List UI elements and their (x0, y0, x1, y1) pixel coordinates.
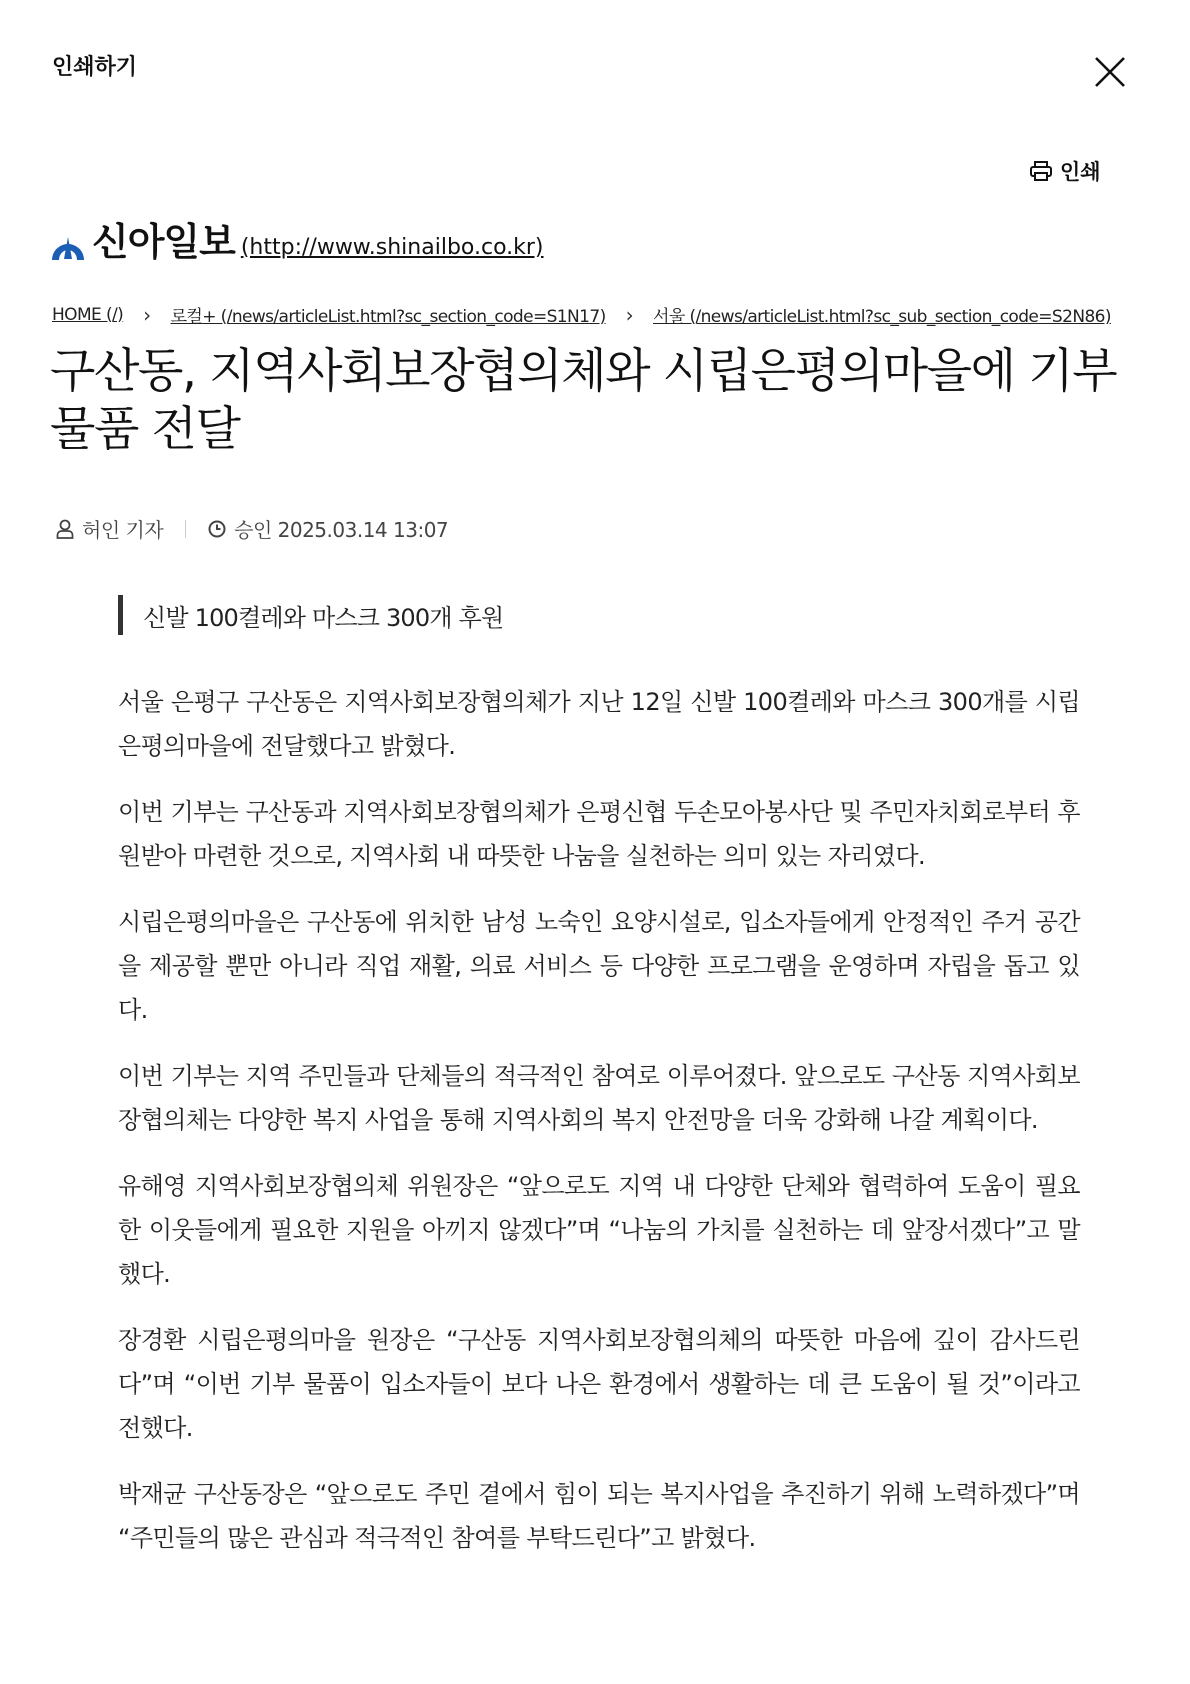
meta-divider (185, 520, 186, 538)
breadcrumb (52, 302, 1111, 327)
article-headline: 구산동, 지역사회보장협의체와 시립은평의마을에 기부 물품 전달 (50, 344, 1117, 457)
reporter-name: 허인 기자 (82, 518, 164, 542)
article-meta (56, 514, 448, 543)
user-icon (56, 519, 74, 539)
site-url-link[interactable]: (http://www.shinailbo.co.kr) (240, 235, 544, 260)
print-button[interactable] (1030, 156, 1101, 186)
page-title: 인쇄하기 (52, 55, 138, 80)
masthead (50, 222, 544, 262)
breadcrumb-section-local[interactable]: 로컬+ (/news/articleList.html?sc_section_code=S1N17) (170, 307, 606, 327)
article-paragraph: 유해영 지역사회보장협의체 위원장은 “앞으로도 지역 내 다양한 단체와 협력하여 도움이 필요한 이웃들에게 필요한 지원을 아끼지 않겠다”며 “나눔의 가치를 실천하는 데 앞장서겠다”고 말했다. (118, 1172, 1080, 1288)
breadcrumb-subsection-seoul[interactable]: 서울 (/news/articleList.html?sc_sub_section_code=S2N86) (653, 307, 1111, 327)
article-paragraph: 이번 기부는 구산동과 지역사회보장협의체가 은평신협 두손모아봉사단 및 주민자치회로부터 후원받아 마련한 것으로, 지역사회 내 따뜻한 나눔을 실천하는 의미 있는 자리였다. (118, 798, 1080, 870)
logo-icon (50, 228, 86, 262)
logo-text: 신아일보 (92, 220, 235, 264)
article-paragraph: 시립은평의마을은 구산동에 위치한 남성 노숙인 요양시설로, 입소자들에게 안정적인 주거 공간을 제공할 뿐만 아니라 직업 재활, 의료 서비스 등 다양한 프로그램을 운영하며 자립을 돕고 있다. (118, 908, 1080, 1024)
chevron-right-icon: › (625, 302, 634, 327)
close-button[interactable] (1090, 52, 1130, 92)
article-paragraph: 장경환 시립은평의마을 원장은 “구산동 지역사회보장협의체의 따뜻한 마음에 깊이 감사드린다”며 “이번 기부 물품이 입소자들이 보다 나은 환경에서 생활하는 데 큰 도움이 될 것”이라고 전했다. (118, 1326, 1080, 1442)
breadcrumb-home[interactable]: HOME (/) (52, 304, 124, 325)
chevron-right-icon: › (143, 302, 151, 327)
article-paragraph: 이번 기부는 지역 주민들과 단체들의 적극적인 참여로 이루어졌다. 앞으로도 구산동 지역사회보장협의체는 다양한 복지 사업을 통해 지역사회의 복지 안전망을 더욱 강화해 나갈 계획이다. (118, 1062, 1080, 1134)
article-body (118, 680, 1080, 1582)
printer-icon (1030, 161, 1052, 181)
article-paragraph: 서울 은평구 구산동은 지역사회보장협의체가 지난 12일 신발 100켤레와 마스크 300개를 시립은평의마을에 전달했다고 밝혔다. (118, 688, 1080, 760)
close-icon (1090, 52, 1130, 92)
clock-icon (208, 520, 226, 538)
approved-datetime: 승인 2025.03.14 13:07 (234, 518, 449, 542)
article-paragraph: 박재균 구산동장은 “앞으로도 주민 곁에서 힘이 되는 복지사업을 추진하기 위해 노력하겠다”며 “주민들의 많은 관심과 적극적인 참여를 부탁드린다”고 밝혔다. (118, 1480, 1080, 1552)
article-subheading: 신발 100켤레와 마스크 300개 후원 (118, 595, 503, 635)
print-label: 인쇄 (1060, 160, 1101, 184)
